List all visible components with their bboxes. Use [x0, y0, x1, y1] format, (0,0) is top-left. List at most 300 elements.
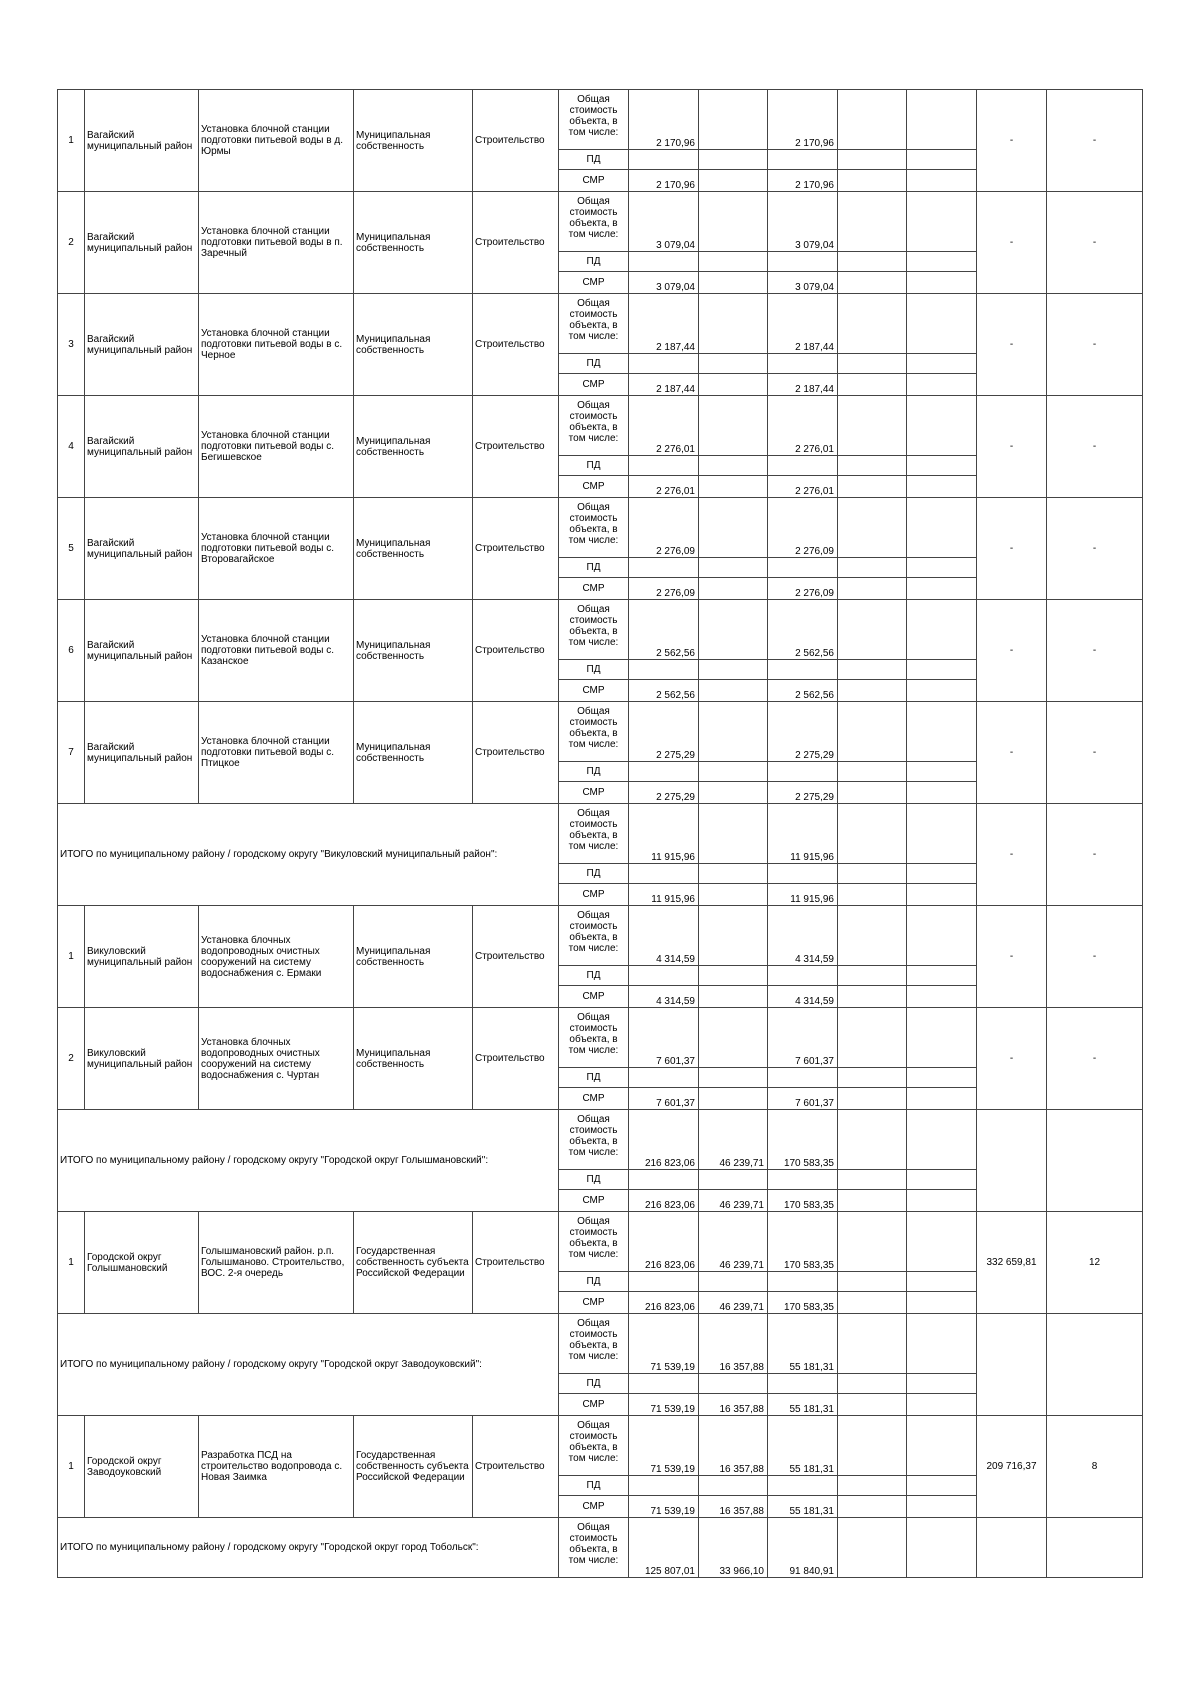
pd-label: ПД	[559, 864, 629, 884]
pd-value	[907, 150, 977, 170]
total-value: 55 181,31	[768, 1314, 838, 1374]
total-cost-label: Общая стоимость объекта, в том числе:	[559, 1416, 629, 1476]
object-name-cell: Установка блочных водопроводных очистных сооружений на систему водоснабжения с. Ермаки	[199, 906, 354, 1008]
object-name-cell: Установка блочной станции подготовки питьевой воды в д. Юрмы	[199, 90, 354, 192]
pd-value	[838, 762, 907, 782]
total-cost-label: Общая стоимость объекта, в том числе:	[559, 1110, 629, 1170]
pd-value	[907, 252, 977, 272]
total-value: 11 915,96	[629, 804, 699, 864]
district-cell: Викуловский муниципальный район	[85, 906, 199, 1008]
work-type-cell: Строительство	[473, 1212, 559, 1314]
pd-value	[629, 1272, 699, 1292]
total-cost-label: Общая стоимость объекта, в том числе:	[559, 90, 629, 150]
row-number: 1	[58, 1212, 85, 1314]
total-cost-label: Общая стоимость объекта, в том числе:	[559, 192, 629, 252]
row-number: 6	[58, 600, 85, 702]
work-type-cell: Строительство	[473, 906, 559, 1008]
district-cell: Вагайский муниципальный район	[85, 702, 199, 804]
pd-value	[699, 252, 768, 272]
estimated-cost-cell: -	[977, 804, 1047, 906]
smr-value	[699, 986, 768, 1008]
smr-value: 71 539,19	[629, 1496, 699, 1518]
smr-value	[838, 680, 907, 702]
pd-label: ПД	[559, 660, 629, 680]
smr-value: 4 314,59	[629, 986, 699, 1008]
object-row	[58, 294, 1143, 354]
estimated-cost-cell: -	[977, 702, 1047, 804]
total-value: 216 823,06	[629, 1212, 699, 1272]
object-row	[58, 1416, 1143, 1476]
subtotal-label: ИТОГО по муниципальному району / городскому округу "Городской округ Голышмановский":	[58, 1110, 559, 1212]
total-cost-label: Общая стоимость объекта, в том числе:	[559, 1518, 629, 1578]
total-value: 16 357,88	[699, 1314, 768, 1374]
object-name-cell: Установка блочной станции подготовки питьевой воды с. Второвагайское	[199, 498, 354, 600]
pd-value	[699, 1170, 768, 1190]
smr-value	[838, 1190, 907, 1212]
duration-cell	[1047, 1314, 1143, 1416]
smr-label: СМР	[559, 1088, 629, 1110]
smr-value: 170 583,35	[768, 1292, 838, 1314]
total-value	[907, 1212, 977, 1272]
total-value: 2 170,96	[629, 90, 699, 150]
smr-value	[699, 476, 768, 498]
smr-value	[907, 1394, 977, 1416]
total-cost-label: Общая стоимость объекта, в том числе:	[559, 702, 629, 762]
row-number: 2	[58, 192, 85, 294]
pd-value	[768, 864, 838, 884]
row-number: 1	[58, 906, 85, 1008]
pd-value	[838, 966, 907, 986]
pd-value	[699, 864, 768, 884]
duration-cell	[1047, 1518, 1143, 1578]
estimated-cost-cell: -	[977, 1008, 1047, 1110]
smr-value	[838, 374, 907, 396]
smr-value: 216 823,06	[629, 1292, 699, 1314]
smr-label: СМР	[559, 272, 629, 294]
ownership-cell: Муниципальная собственность	[354, 600, 473, 702]
pd-value	[838, 558, 907, 578]
subtotal-label: ИТОГО по муниципальному району / городскому округу "Городской округ город Тобольск":	[58, 1518, 559, 1578]
smr-value	[699, 1088, 768, 1110]
district-cell: Вагайский муниципальный район	[85, 90, 199, 192]
smr-value: 2 170,96	[629, 170, 699, 192]
smr-value	[838, 782, 907, 804]
smr-value	[838, 272, 907, 294]
pd-value	[768, 252, 838, 272]
pd-value	[699, 1476, 768, 1496]
smr-value: 46 239,71	[699, 1190, 768, 1212]
ownership-cell: Муниципальная собственность	[354, 294, 473, 396]
total-value	[699, 192, 768, 252]
smr-value	[907, 476, 977, 498]
pd-value	[699, 762, 768, 782]
smr-value: 46 239,71	[699, 1292, 768, 1314]
object-row	[58, 192, 1143, 252]
duration-cell	[1047, 1110, 1143, 1212]
estimated-cost-cell	[977, 1518, 1047, 1578]
pd-value	[629, 864, 699, 884]
object-name-cell: Разработка ПСД на строительство водопровода с. Новая Заимка	[199, 1416, 354, 1518]
total-value: 71 539,19	[629, 1314, 699, 1374]
pd-value	[907, 660, 977, 680]
total-value: 7 601,37	[768, 1008, 838, 1068]
ownership-cell: Муниципальная собственность	[354, 192, 473, 294]
total-value	[838, 192, 907, 252]
pd-value	[907, 864, 977, 884]
pd-value	[699, 354, 768, 374]
total-cost-label: Общая стоимость объекта, в том числе:	[559, 396, 629, 456]
smr-value: 2 276,01	[629, 476, 699, 498]
total-value: 7 601,37	[629, 1008, 699, 1068]
total-value: 11 915,96	[768, 804, 838, 864]
pd-value	[838, 1374, 907, 1394]
total-value: 170 583,35	[768, 1212, 838, 1272]
object-row	[58, 702, 1143, 762]
pd-value	[768, 1374, 838, 1394]
smr-label: СМР	[559, 1394, 629, 1416]
total-value	[699, 804, 768, 864]
row-number: 3	[58, 294, 85, 396]
pd-value	[768, 660, 838, 680]
pd-value	[629, 1374, 699, 1394]
total-value: 2 276,01	[768, 396, 838, 456]
pd-value	[629, 252, 699, 272]
smr-value: 2 275,29	[768, 782, 838, 804]
total-value: 2 276,09	[629, 498, 699, 558]
total-value	[838, 906, 907, 966]
smr-value	[838, 1292, 907, 1314]
pd-value	[699, 966, 768, 986]
total-value: 2 275,29	[768, 702, 838, 762]
duration-cell: -	[1047, 804, 1143, 906]
pd-value	[768, 1068, 838, 1088]
pd-value	[629, 456, 699, 476]
total-value	[838, 600, 907, 660]
total-value	[907, 192, 977, 252]
smr-value: 16 357,88	[699, 1394, 768, 1416]
object-row	[58, 396, 1143, 456]
row-number: 7	[58, 702, 85, 804]
pd-value	[907, 762, 977, 782]
district-cell: Вагайский муниципальный район	[85, 294, 199, 396]
smr-value	[907, 680, 977, 702]
smr-value: 2 276,09	[629, 578, 699, 600]
total-value	[699, 906, 768, 966]
pd-value	[699, 558, 768, 578]
row-number: 4	[58, 396, 85, 498]
duration-cell: -	[1047, 906, 1143, 1008]
pd-value	[838, 1068, 907, 1088]
total-value: 46 239,71	[699, 1110, 768, 1170]
pd-label: ПД	[559, 1170, 629, 1190]
pd-value	[629, 1476, 699, 1496]
object-name-cell: Установка блочной станции подготовки питьевой воды с. Бегишевское	[199, 396, 354, 498]
pd-value	[699, 1374, 768, 1394]
duration-cell: -	[1047, 90, 1143, 192]
pd-value	[768, 966, 838, 986]
smr-label: СМР	[559, 170, 629, 192]
smr-value: 55 181,31	[768, 1394, 838, 1416]
pd-label: ПД	[559, 354, 629, 374]
smr-label: СМР	[559, 1190, 629, 1212]
pd-value	[768, 558, 838, 578]
smr-value	[838, 578, 907, 600]
pd-label: ПД	[559, 1374, 629, 1394]
pd-value	[768, 1272, 838, 1292]
work-type-cell: Строительство	[473, 498, 559, 600]
ownership-cell: Муниципальная собственность	[354, 702, 473, 804]
pd-value	[838, 1476, 907, 1496]
pd-value	[699, 1272, 768, 1292]
total-value	[907, 1110, 977, 1170]
object-name-cell: Установка блочных водопроводных очистных сооружений на систему водоснабжения с. Чуртан	[199, 1008, 354, 1110]
total-value	[838, 1416, 907, 1476]
subtotal-row	[58, 1518, 1143, 1578]
smr-value: 3 079,04	[768, 272, 838, 294]
total-value	[907, 498, 977, 558]
total-value: 2 276,09	[768, 498, 838, 558]
pd-value	[907, 1272, 977, 1292]
estimated-cost-cell: -	[977, 600, 1047, 702]
duration-cell: -	[1047, 396, 1143, 498]
smr-value	[699, 578, 768, 600]
smr-value	[699, 272, 768, 294]
work-type-cell: Строительство	[473, 600, 559, 702]
pd-value	[907, 1476, 977, 1496]
total-cost-label: Общая стоимость объекта, в том числе:	[559, 600, 629, 660]
duration-cell: -	[1047, 294, 1143, 396]
total-value: 2 276,01	[629, 396, 699, 456]
pd-value	[699, 456, 768, 476]
row-number: 2	[58, 1008, 85, 1110]
total-value: 3 079,04	[768, 192, 838, 252]
smr-value: 2 187,44	[768, 374, 838, 396]
pd-label: ПД	[559, 1272, 629, 1292]
total-value	[907, 1416, 977, 1476]
smr-value	[838, 1394, 907, 1416]
pd-value	[838, 864, 907, 884]
pd-value	[629, 1068, 699, 1088]
total-value: 3 079,04	[629, 192, 699, 252]
total-value: 4 314,59	[629, 906, 699, 966]
total-value	[907, 804, 977, 864]
total-cost-label: Общая стоимость объекта, в том числе:	[559, 294, 629, 354]
work-type-cell: Строительство	[473, 1416, 559, 1518]
total-value	[699, 600, 768, 660]
total-value	[699, 702, 768, 762]
total-value: 125 807,01	[629, 1518, 699, 1578]
smr-value	[907, 884, 977, 906]
pd-value	[629, 660, 699, 680]
pd-value	[629, 762, 699, 782]
total-value	[699, 294, 768, 354]
subtotal-row	[58, 1110, 1143, 1170]
total-value: 2 187,44	[768, 294, 838, 354]
smr-value	[907, 170, 977, 192]
pd-value	[907, 1068, 977, 1088]
total-value: 216 823,06	[629, 1110, 699, 1170]
ownership-cell: Муниципальная собственность	[354, 498, 473, 600]
ownership-cell: Государственная собственность субъекта Российской Федерации	[354, 1416, 473, 1518]
pd-value	[629, 354, 699, 374]
duration-cell: -	[1047, 702, 1143, 804]
pd-value	[907, 558, 977, 578]
smr-value	[838, 1496, 907, 1518]
total-value	[907, 906, 977, 966]
smr-value: 2 562,56	[629, 680, 699, 702]
pd-value	[838, 354, 907, 374]
smr-value: 2 562,56	[768, 680, 838, 702]
pd-value	[699, 1068, 768, 1088]
estimated-cost-cell: -	[977, 498, 1047, 600]
pd-value	[907, 1374, 977, 1394]
subtotal-label: ИТОГО по муниципальному району / городскому округу "Городской округ Заводоуковский":	[58, 1314, 559, 1416]
smr-label: СМР	[559, 1292, 629, 1314]
pd-value	[629, 558, 699, 578]
total-value: 46 239,71	[699, 1212, 768, 1272]
total-value: 55 181,31	[768, 1416, 838, 1476]
total-cost-label: Общая стоимость объекта, в том числе:	[559, 1212, 629, 1272]
smr-value: 11 915,96	[768, 884, 838, 906]
total-cost-label: Общая стоимость объекта, в том числе:	[559, 804, 629, 864]
ownership-cell: Муниципальная собственность	[354, 906, 473, 1008]
smr-value: 2 187,44	[629, 374, 699, 396]
smr-value: 2 275,29	[629, 782, 699, 804]
total-value	[907, 1518, 977, 1578]
total-value: 2 170,96	[768, 90, 838, 150]
work-type-cell: Строительство	[473, 90, 559, 192]
total-value	[907, 1314, 977, 1374]
total-value	[907, 1008, 977, 1068]
total-value	[838, 1110, 907, 1170]
smr-value: 2 276,09	[768, 578, 838, 600]
district-cell: Викуловский муниципальный район	[85, 1008, 199, 1110]
smr-value	[907, 272, 977, 294]
duration-cell: 8	[1047, 1416, 1143, 1518]
total-value: 2 275,29	[629, 702, 699, 762]
smr-value	[907, 1190, 977, 1212]
total-value: 16 357,88	[699, 1416, 768, 1476]
smr-value	[907, 1496, 977, 1518]
object-row	[58, 600, 1143, 660]
smr-value: 170 583,35	[768, 1190, 838, 1212]
total-value: 33 966,10	[699, 1518, 768, 1578]
object-name-cell: Установка блочной станции подготовки питьевой воды в п. Заречный	[199, 192, 354, 294]
investment-table	[57, 89, 1143, 1578]
total-value: 2 562,56	[768, 600, 838, 660]
pd-value	[838, 252, 907, 272]
smr-value: 4 314,59	[768, 986, 838, 1008]
object-row	[58, 1008, 1143, 1068]
total-value	[838, 294, 907, 354]
total-value	[907, 396, 977, 456]
total-value	[699, 90, 768, 150]
total-value	[838, 702, 907, 762]
object-name-cell: Установка блочной станции подготовки питьевой воды в с. Черное	[199, 294, 354, 396]
total-value	[838, 396, 907, 456]
total-value	[838, 1518, 907, 1578]
object-row	[58, 1212, 1143, 1272]
total-value	[907, 294, 977, 354]
pd-value	[907, 1170, 977, 1190]
total-value	[838, 1314, 907, 1374]
subtotal-label: ИТОГО по муниципальному району / городскому округу "Викуловский муниципальный район":	[58, 804, 559, 906]
smr-value	[699, 374, 768, 396]
pd-label: ПД	[559, 1068, 629, 1088]
total-value	[907, 90, 977, 150]
pd-label: ПД	[559, 1476, 629, 1496]
smr-value	[907, 1088, 977, 1110]
total-value: 91 840,91	[768, 1518, 838, 1578]
smr-value: 11 915,96	[629, 884, 699, 906]
pd-value	[838, 456, 907, 476]
smr-value	[699, 680, 768, 702]
work-type-cell: Строительство	[473, 192, 559, 294]
smr-value: 7 601,37	[768, 1088, 838, 1110]
smr-value	[907, 374, 977, 396]
smr-value: 7 601,37	[629, 1088, 699, 1110]
smr-value	[907, 782, 977, 804]
duration-cell: -	[1047, 192, 1143, 294]
smr-value: 55 181,31	[768, 1496, 838, 1518]
total-value: 2 562,56	[629, 600, 699, 660]
smr-value	[838, 476, 907, 498]
smr-value: 2 170,96	[768, 170, 838, 192]
ownership-cell: Государственная собственность субъекта Российской Федерации	[354, 1212, 473, 1314]
smr-value	[907, 1292, 977, 1314]
smr-value: 16 357,88	[699, 1496, 768, 1518]
pd-label: ПД	[559, 456, 629, 476]
ownership-cell: Муниципальная собственность	[354, 396, 473, 498]
subtotal-row	[58, 1314, 1143, 1374]
total-cost-label: Общая стоимость объекта, в том числе:	[559, 1008, 629, 1068]
object-name-cell: Установка блочной станции подготовки питьевой воды с. Казанское	[199, 600, 354, 702]
duration-cell: -	[1047, 498, 1143, 600]
smr-value: 3 079,04	[629, 272, 699, 294]
pd-label: ПД	[559, 966, 629, 986]
estimated-cost-cell	[977, 1110, 1047, 1212]
smr-value	[699, 782, 768, 804]
total-value: 71 539,19	[629, 1416, 699, 1476]
pd-value	[768, 150, 838, 170]
pd-value	[838, 1170, 907, 1190]
work-type-cell: Строительство	[473, 396, 559, 498]
smr-label: СМР	[559, 374, 629, 396]
object-row	[58, 906, 1143, 966]
total-value	[907, 702, 977, 762]
smr-label: СМР	[559, 1496, 629, 1518]
work-type-cell: Строительство	[473, 702, 559, 804]
pd-label: ПД	[559, 558, 629, 578]
pd-value	[838, 660, 907, 680]
estimated-cost-cell: 209 716,37	[977, 1416, 1047, 1518]
total-cost-label: Общая стоимость объекта, в том числе:	[559, 1314, 629, 1374]
total-value	[838, 1008, 907, 1068]
total-value	[699, 1008, 768, 1068]
smr-value: 71 539,19	[629, 1394, 699, 1416]
pd-value	[629, 1170, 699, 1190]
pd-value	[629, 966, 699, 986]
total-value	[699, 498, 768, 558]
district-cell: Городской округ Заводоуковский	[85, 1416, 199, 1518]
pd-value	[768, 762, 838, 782]
work-type-cell: Строительство	[473, 294, 559, 396]
total-cost-label: Общая стоимость объекта, в том числе:	[559, 906, 629, 966]
total-cost-label: Общая стоимость объекта, в том числе:	[559, 498, 629, 558]
pd-value	[768, 1476, 838, 1496]
object-row	[58, 90, 1143, 150]
smr-value: 2 276,01	[768, 476, 838, 498]
